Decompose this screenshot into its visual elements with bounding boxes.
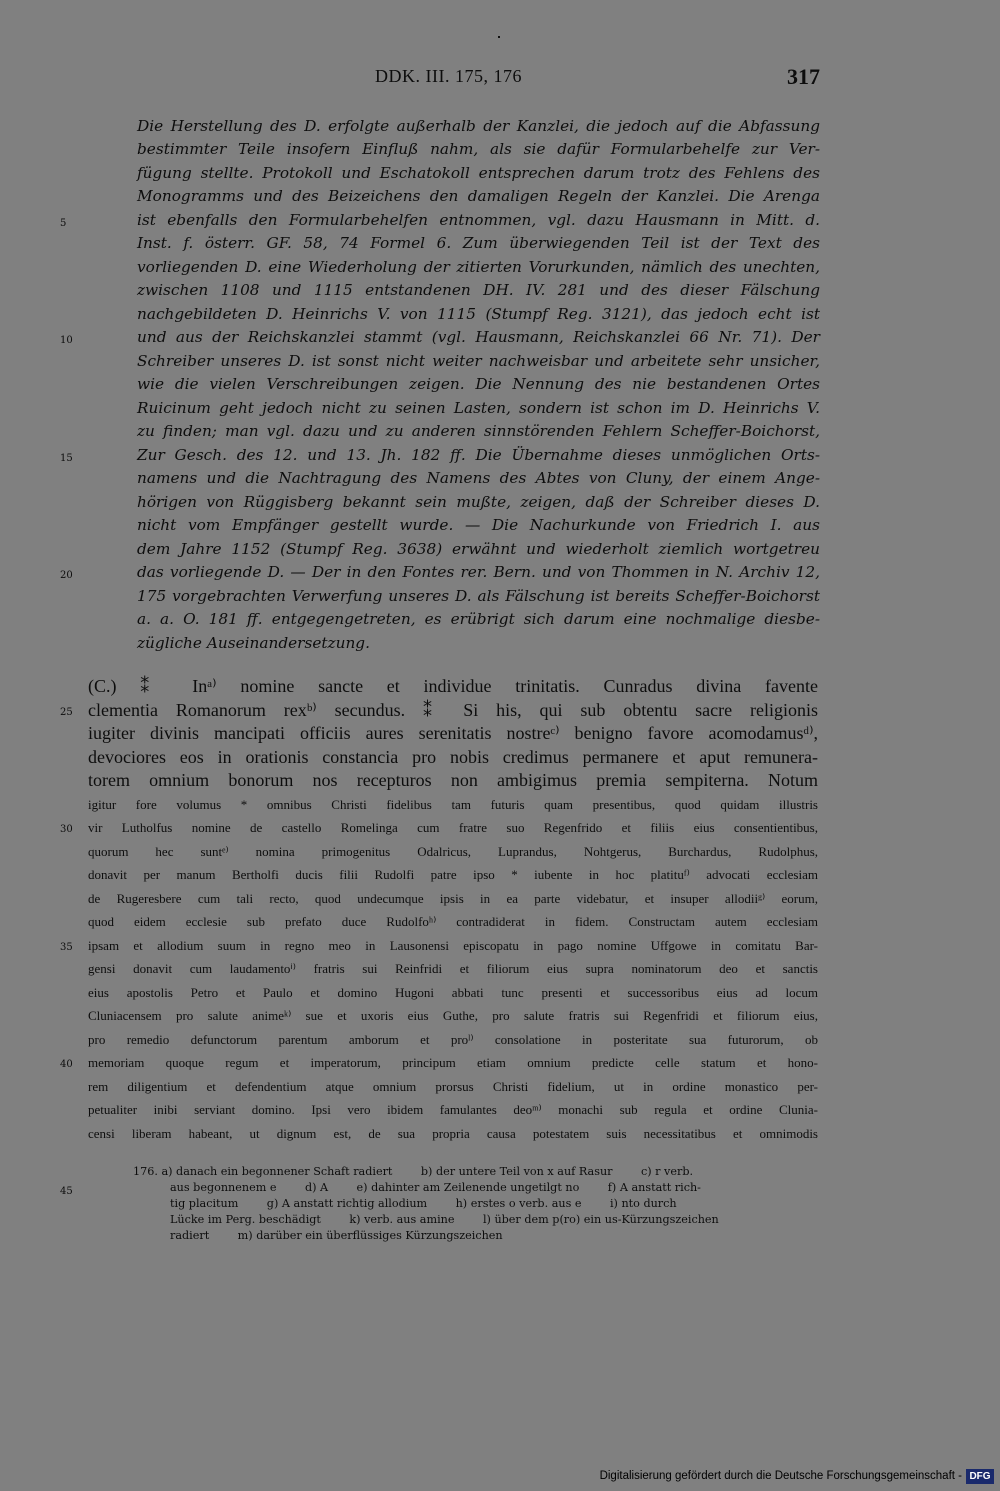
note-line: 176. a) danach ein begonnener Schaft radiert b) der untere Teil von x auf Rasur c) r verb.	[133, 1165, 694, 1178]
funding-notice: Digitalisierung gefördert durch die Deutsche Forschungsgemeinschaft -	[599, 1470, 962, 1482]
commentary-line: zu finden; man vgl. dazu und zu anderen sinnstörenden Fehlern Scheffer-Boichorst,	[137, 422, 820, 440]
commentary-line: nicht vom Empfänger gestellt wurde. — Die Nachurkunde von Friedrich I. aus	[137, 516, 820, 534]
charter-line: censi liberam habeant, ut dignum est, de sua propria causa potestatem suis necessitatibus et omnimodis	[88, 1126, 818, 1141]
charter-line: torem omnium bonorum nos recepturos non ambigimus premia sempiterna. Notum	[88, 770, 818, 790]
commentary-line: 175 vorgebrachten Verwerfung unseres D. als Fälschung ist bereits Scheffer-Boichorst	[137, 587, 820, 605]
digitization-footer	[0, 1468, 1000, 1488]
line-number: 35	[60, 942, 73, 953]
commentary-line: wie die vielen Verschreibungen zeigen. Die Nennung des nie bestandenen Ortes	[137, 375, 820, 393]
scan-speck	[498, 36, 500, 38]
commentary-line: fügung stellte. Protokoll und Eschatokoll entsprechen darum trotz des Fehlens des	[137, 164, 820, 182]
charter-line: vir Lutholfus nomine de castello Romelinga cum fratre suo Regenfrido et filiis eius consentientibus,	[88, 820, 818, 835]
commentary-line: hörigen von Rüggisberg bekannt sein mußte, zeigen, daß der Schreiber dieses D.	[137, 493, 820, 511]
line-number: 20	[60, 570, 73, 581]
charter-line: clementia Romanorum rexᵇ⁾ secundus. ⁑ Si his, qui sub obtentu sacre religionis	[88, 700, 818, 720]
note-line: aus begonnenem e d) A e) dahinter am Zeilenende ungetilgt no f) A anstatt rich-	[170, 1181, 701, 1194]
charter-line: iugiter divinis mancipati officiis aures serenitatis nostreᶜ⁾ benigno favore acomodamusᵈ⁾,	[88, 723, 818, 743]
commentary-line: nachgebildeten D. Heinrichs V. von 1115 (Stumpf Reg. 3121), das jedoch echt ist	[137, 305, 820, 323]
commentary-line: dem Jahre 1152 (Stumpf Reg. 3638) erwähnt und wiederholt ziemlich wortgetreu	[137, 540, 820, 558]
charter-line: gensi donavit cum laudamentoⁱ⁾ fratris sui Reinfridi et filiorum eius supra nominatorum deo et sanctis	[88, 961, 818, 976]
charter-line: quorum hec suntᵉ⁾ nomina primogenitus Odalricus, Luprandus, Nohtgerus, Burchardus, Rudolphus,	[88, 844, 818, 859]
charter-line: pro remedio defunctorum parentum amborum et proˡ⁾ consolatione in posteritate sua futurorum, ob	[88, 1032, 818, 1047]
dfg-logo: DFG	[966, 1469, 994, 1484]
note-line: radiert m) darüber ein überflüssiges Kürzungszeichen	[170, 1229, 503, 1242]
running-header	[0, 66, 1000, 94]
line-number: 15	[60, 453, 73, 464]
charter-line: de Rugeresbere cum tali recto, quod undecumque ipsis in ea parte videbatur, et insuper allodiiᵍ⁾ eorum,	[88, 891, 818, 906]
note-line: Lücke im Perg. beschädigt k) verb. aus amine l) über dem p(ro) ein us-Kürzungszeichen	[170, 1213, 719, 1226]
commentary-line: Die Herstellung des D. erfolgte außerhalb der Kanzlei, die jedoch auf die Abfassung	[137, 117, 820, 135]
note-line: tig placitum g) A anstatt richtig allodium h) erstes o verb. aus e i) nto durch	[170, 1197, 677, 1210]
commentary-line: das vorliegende D. — Der in den Fontes rer. Bern. und von Thommen in N. Archiv 12,	[137, 563, 820, 581]
running-title: DDK. III. 175, 176	[375, 66, 522, 86]
commentary-line: Ruicinum geht jedoch nicht zu seinen Lasten, sondern ist schon im D. Heinrichs V.	[137, 399, 820, 417]
charter-line: eius apostolis Petro et Paulo et domino Hugoni abbati tunc presenti et successoribus eius ad locum	[88, 985, 818, 1000]
commentary-line: Zur Gesch. des 12. und 13. Jh. 182 ff. Die Übernahme dieses unmöglichen Orts-	[137, 446, 820, 464]
charter-line: rem diligentium et defendentium atque omnium prorsus Christi fidelium, ut in ordine monastico per-	[88, 1079, 818, 1094]
line-number: 5	[60, 218, 67, 229]
line-number: 25	[60, 707, 73, 718]
charter-line: (C.) ⁑ Inᵃ⁾ nomine sancte et individue trinitatis. Cunradus divina favente	[88, 676, 818, 696]
commentary-line: ist ebenfalls den Formularbehelfen entnommen, vgl. dazu Hausmann in Mitt. d.	[137, 211, 820, 229]
commentary-line: Monogramms und des Beizeichens den damaligen Regeln der Kanzlei. Die Arenga	[137, 187, 820, 205]
commentary-line: zwischen 1108 und 1115 entstandenen DH. IV. 281 und des dieser Fälschung	[137, 281, 820, 299]
commentary-line: a. a. O. 181 ff. entgegengetreten, es erübrigt sich darum eine nochmalige diesbe-	[137, 610, 820, 628]
commentary-line: vorliegenden D. eine Wiederholung der zitierten Vorurkunden, nämlich des unechten,	[137, 258, 820, 276]
line-number: 30	[60, 824, 73, 835]
line-number: 45	[60, 1186, 73, 1197]
charter-line: quod eidem ecclesie sub prefato duce Rudolfoʰ⁾ contradiderat in fidem. Constructam autem ecclesiam	[88, 914, 818, 929]
charter-line: donavit per manum Bertholfi ducis filii Rudolfi patre ipso * iubente in hoc platituᶠ⁾ advocati ecclesiam	[88, 867, 818, 882]
charter-line: devociores eos in orationis constancia pro nobis credimus permanere et aput remunera-	[88, 747, 818, 767]
charter-line: ipsam et allodium suum in regno meo in Lausonensi episcopatu in pago nomine Uffgowe in comitatu Bar-	[88, 938, 818, 953]
commentary-line: Schreiber unseres D. ist sonst nicht weiter nachweisbar und arbeitete sehr unsicher,	[137, 352, 820, 370]
commentary-line: Inst. f. österr. GF. 58, 74 Formel 6. Zum überwiegenden Teil ist der Text des	[137, 234, 820, 252]
charter-line: Cluniacensem pro salute animeᵏ⁾ sue et uxoris eius Guthe, pro salute fratris sui Regenfridi et filiorum eius,	[88, 1008, 818, 1023]
line-number: 10	[60, 335, 73, 346]
charter-line: petualiter inibi serviant domino. Ipsi vero ibidem famulantes deoᵐ⁾ monachi sub regula et ordine Clunia-	[88, 1102, 818, 1117]
commentary-line: bestimmter Teile insofern Einfluß nahm, als sie dafür Formularbehelfe zur Ver-	[137, 140, 820, 158]
commentary-line: namens und die Nachtragung des Namens des Abtes von Cluny, der einem Ange-	[137, 469, 820, 487]
line-number: 40	[60, 1059, 73, 1070]
page-number: 317	[787, 64, 820, 89]
commentary-line: und aus der Reichskanzlei stammt (vgl. Hausmann, Reichskanzlei 66 Nr. 71). Der	[137, 328, 820, 346]
commentary-line: zügliche Auseinandersetzung.	[137, 634, 370, 652]
charter-line: igitur fore volumus * omnibus Christi fidelibus tam futuris quam presentibus, quod quidam illustris	[88, 797, 818, 812]
charter-line: memoriam quoque regum et imperatorum, principum etiam omnium predicte celle statum et hono-	[88, 1055, 818, 1070]
